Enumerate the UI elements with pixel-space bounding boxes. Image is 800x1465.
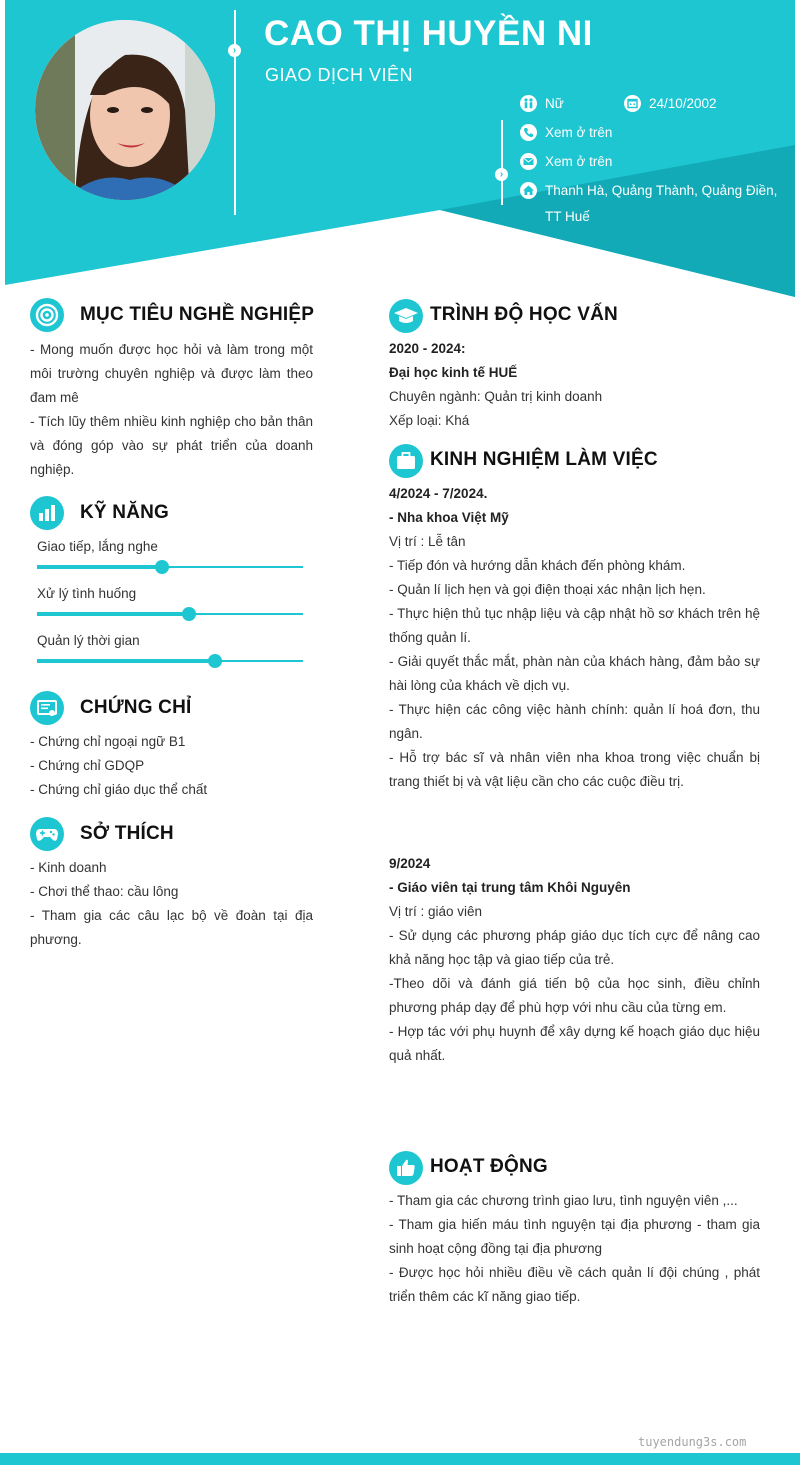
job-duty: - Hợp tác với phụ huynh để xây dựng kế hoạch giáo dục hiệu quả nhất.: [389, 1024, 760, 1063]
objective-paragraph: - Tích lũy thêm nhiều kinh nghiệp cho bản thân và đóng góp vào sự phát triển của doanh nghiệp.: [30, 414, 313, 477]
job-period: 4/2024 - 7/2024.: [389, 486, 488, 501]
list-item: - Kinh doanh: [30, 860, 107, 875]
skill-bar: [37, 566, 303, 568]
header-divider: [234, 10, 236, 215]
education-details: [389, 337, 760, 433]
skill-bar-knob: [208, 654, 222, 668]
job-company: - Giáo viên tại trung tâm Khôi Nguyên: [389, 880, 631, 895]
address-value: [545, 178, 795, 230]
job-duty: - Hỗ trợ bác sĩ và nhân viên nha khoa trong việc chuẩn bị trang thiết bị và vật liệu cần cho các cuộc điều trị.: [389, 750, 760, 789]
gender-value: Nữ: [545, 96, 564, 111]
briefcase-icon: [389, 444, 423, 478]
address-line-1: Thanh Hà, Quảng Thành, Quảng Điền,: [545, 183, 778, 198]
skill-bar-knob: [182, 607, 196, 621]
certificate-icon: [30, 691, 64, 725]
phone-value: Xem ở trên: [545, 125, 613, 140]
graduation-cap-icon: [389, 299, 423, 333]
list-item: - Tham gia hiến máu tình nguyện tại địa phương - tham gia sinh hoạt cộng đồng tại địa phương: [389, 1217, 760, 1256]
thumbs-up-icon: [389, 1151, 423, 1185]
list-item: - Tham gia các câu lạc bộ về đoàn tại địa phương.: [30, 908, 313, 947]
profile-photo: [35, 20, 215, 200]
certificates-list: [30, 730, 313, 802]
skill-bar: [37, 613, 303, 615]
job-duty: - Quản lí lịch hẹn và gọi điện thoại xác nhận lịch hẹn.: [389, 582, 706, 597]
job-duty: - Thực hiện các công việc hành chính: quản lí hoá đơn, thu ngân.: [389, 702, 760, 741]
list-item: - Chứng chỉ giáo dục thể chất: [30, 782, 208, 797]
skill-label: Quản lý thời gian: [37, 633, 140, 648]
job-position: Vị trí : Lễ tân: [389, 534, 466, 549]
skills-title: KỸ NĂNG: [80, 502, 170, 523]
target-icon: [30, 298, 64, 332]
home-icon: [520, 182, 537, 199]
list-item: - Tham gia các chương trình giao lưu, tình nguyện viên ,...: [389, 1193, 738, 1208]
hobbies-title: SỞ THÍCH: [80, 823, 174, 844]
skill-bar: [37, 660, 303, 662]
education-grade: Xếp loại: Khá: [389, 413, 470, 428]
job-position: Vị trí : giáo viên: [389, 904, 483, 919]
bar-chart-icon: [30, 496, 64, 530]
address-line-2: TT Huế: [545, 209, 590, 224]
chevron-right-icon: ›: [495, 168, 508, 181]
job-duty: -Theo dõi và đánh giá tiến bộ của học sinh, điều chỉnh phương pháp dạy để phù hợp với nhu cầu của từng em.: [389, 976, 760, 1015]
skill-bar-knob: [155, 560, 169, 574]
job-duty: - Giải quyết thắc mắt, phàn nàn của khách hàng, đảm bảo sự hài lòng của khách về dịch vụ.: [389, 654, 760, 693]
activities-title: HOẠT ĐỘNG: [430, 1156, 548, 1177]
education-school: Đại học kinh tế HUẾ: [389, 365, 518, 380]
list-item: - Chứng chỉ ngoại ngữ B1: [30, 734, 186, 749]
phone-icon: [520, 124, 537, 141]
skill-label: Giao tiếp, lắng nghe: [37, 539, 158, 554]
objective-text: [30, 338, 313, 482]
education-title: TRÌNH ĐỘ HỌC VẤN: [430, 304, 618, 325]
email-icon: [520, 153, 537, 170]
objective-paragraph: - Mong muốn được học hỏi và làm trong một môi trường chuyên nghiệp và được làm theo đam mê: [30, 342, 313, 405]
job-duty: - Thực hiện thủ tục nhập liệu và cập nhật hồ sơ khách trên hệ thống quản lí.: [389, 606, 760, 645]
job-period: 9/2024: [389, 856, 431, 871]
hobbies-list: [30, 856, 313, 952]
footer-bar: [0, 1453, 800, 1465]
contact-divider: [501, 120, 503, 205]
list-item: - Được học hỏi nhiều điều về cách quản lí đội chúng , phát triển thêm các kĩ năng giao tiếp.: [389, 1265, 760, 1304]
skill-bar-fill: [37, 659, 215, 663]
job-duty: - Sử dụng các phương pháp giáo dục tích cực để nâng cao khả năng học tập và giao tiếp của trẻ.: [389, 928, 760, 967]
list-item: - Chơi thể thao: cầu lông: [30, 884, 179, 899]
activities-list: [389, 1189, 760, 1309]
calendar-icon: [624, 95, 641, 112]
skill-label: Xử lý tình huống: [37, 586, 137, 601]
watermark: tuyendung3s.com: [638, 1435, 747, 1449]
gender-icon: [520, 95, 537, 112]
gamepad-icon: [30, 817, 64, 851]
chevron-right-icon: ›: [228, 44, 241, 57]
birthday-value: 24/10/2002: [649, 96, 717, 111]
candidate-name: CAO THỊ HUYỀN NI: [264, 14, 593, 53]
list-item: - Chứng chỉ GDQP: [30, 758, 145, 773]
job-company: - Nha khoa Việt Mỹ: [389, 510, 509, 525]
objective-title: MỤC TIÊU NGHỀ NGHIỆP: [80, 304, 315, 325]
skill-bar-fill: [37, 612, 189, 616]
candidate-role: GIAO DỊCH VIÊN: [265, 65, 414, 85]
education-period: 2020 - 2024:: [389, 341, 466, 356]
email-value: Xem ở trên: [545, 154, 613, 169]
experience-title: KINH NGHIỆM LÀM VIỆC: [430, 449, 658, 470]
avatar: [35, 20, 215, 200]
job-entry: [389, 852, 760, 1068]
education-major: Chuyên ngành: Quản trị kinh doanh: [389, 389, 603, 404]
certificates-title: CHỨNG CHỈ: [80, 697, 192, 718]
job-entry: [389, 482, 760, 794]
job-duty: - Tiếp đón và hướng dẫn khách đến phòng khám.: [389, 558, 686, 573]
skill-bar-fill: [37, 565, 162, 569]
